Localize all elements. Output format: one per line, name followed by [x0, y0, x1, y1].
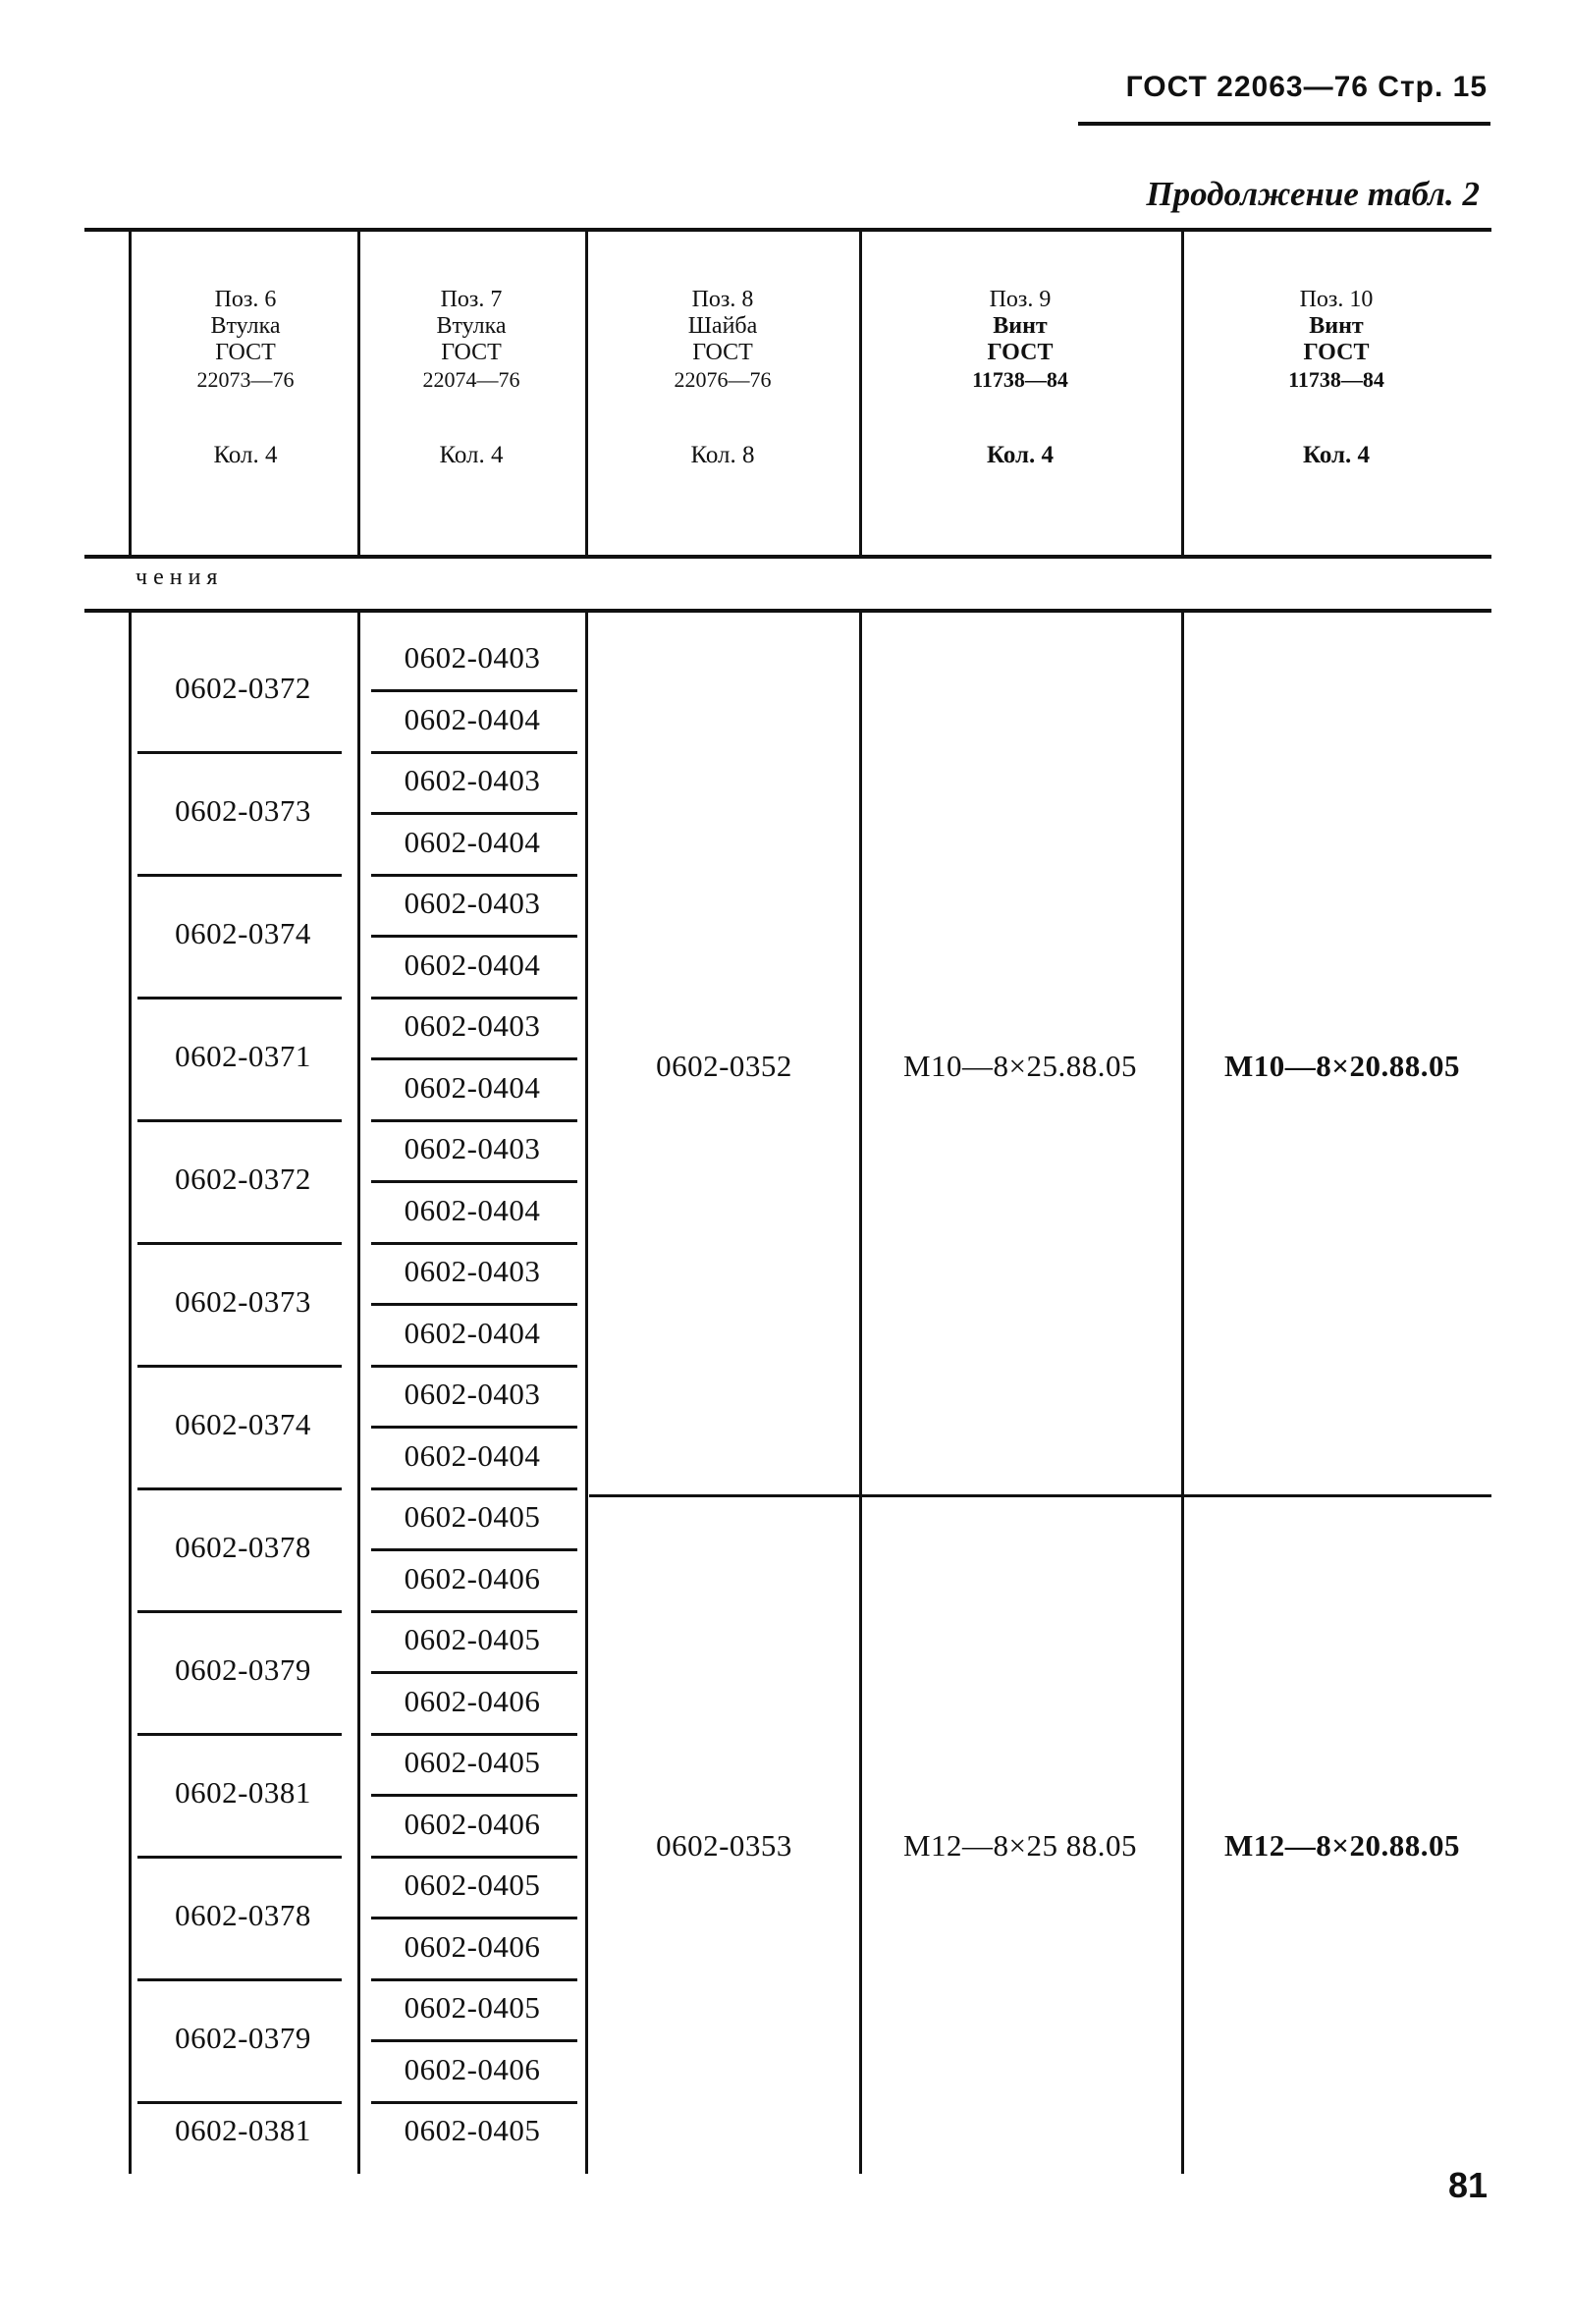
pos6-cell: 0602-0378	[175, 1530, 311, 1565]
pos7-row-rule	[371, 1303, 577, 1306]
screw10-cell: M12—8×20.88.05	[1224, 1828, 1460, 1863]
column-header-pos: Поз. 7	[440, 287, 503, 312]
section-bottom-rule	[84, 609, 1491, 613]
body-col-divider	[129, 613, 132, 2174]
page-number: 81	[1447, 2165, 1488, 2205]
column-header-pos: Поз. 9	[989, 287, 1052, 312]
pos7-row-rule	[371, 2039, 577, 2042]
section-label: чения	[135, 565, 224, 590]
table-continuation-caption: Продолжение табл. 2	[1146, 175, 1480, 213]
pos7-cell: 0602-0404	[404, 1315, 541, 1350]
screw9-cell: M10—8×25.88.05	[902, 1049, 1138, 1083]
pos7-row-rule	[371, 1487, 577, 1490]
column-header-pos: Поз. 6	[214, 287, 277, 312]
column-header-6	[137, 287, 353, 393]
pos7-row-rule	[371, 1426, 577, 1429]
column-header-name: Втулка	[210, 313, 281, 339]
pos6-cell: 0602-0374	[175, 1407, 311, 1442]
pos7-cell: 0602-0406	[404, 1928, 541, 1964]
pos6-cell: 0602-0373	[175, 793, 311, 829]
pos7-row-rule	[371, 1733, 577, 1736]
pos7-cell: 0602-0403	[404, 1377, 541, 1411]
pos6-row-rule	[137, 1242, 342, 1245]
pos7-cell: 0602-0406	[404, 1683, 541, 1718]
pos6-cell: 0602-0373	[175, 1284, 311, 1320]
pos6-cell: 0602-0372	[175, 671, 311, 706]
header-bottom-rule	[84, 555, 1491, 559]
column-quantity: Кол. 4	[213, 442, 278, 468]
pos7-row-rule	[371, 1610, 577, 1613]
pos7-cell: 0602-0404	[404, 946, 541, 982]
pos6-row-rule	[137, 1978, 342, 1981]
pos7-row-rule	[371, 1794, 577, 1797]
pos7-cell: 0602-0403	[404, 1008, 541, 1043]
column-header-10	[1228, 287, 1444, 393]
pos7-cell: 0602-0404	[404, 701, 541, 736]
pos7-cell: 0602-0403	[404, 1254, 541, 1288]
pos7-row-rule	[371, 874, 577, 877]
pos6-row-rule	[137, 1856, 342, 1859]
pos7-cell: 0602-0404	[404, 1437, 541, 1473]
column-quantity: Кол. 4	[439, 442, 504, 468]
screw10-cell: M10—8×20.88.05	[1224, 1049, 1460, 1083]
body-col-divider	[585, 613, 588, 2174]
header-col-divider	[1181, 232, 1184, 555]
column-header-name: Винт	[1309, 313, 1364, 339]
pos6-cell: 0602-0378	[175, 1898, 311, 1933]
column-quantity: Кол. 4	[986, 442, 1055, 468]
pos7-row-rule	[371, 1917, 577, 1919]
pos6-row-rule	[137, 874, 342, 877]
pos7-row-rule	[371, 1180, 577, 1183]
pos6-row-rule	[137, 1119, 342, 1122]
header-col-divider	[859, 232, 862, 555]
pos6-cell: 0602-0381	[175, 2113, 311, 2147]
group-divider-rule	[589, 1494, 1491, 1497]
pos6-row-rule	[137, 1365, 342, 1368]
body-col-divider	[357, 613, 360, 2174]
pos7-row-rule	[371, 1057, 577, 1060]
column-header-num: 11738—84	[972, 367, 1068, 392]
column-header-num: 22073—76	[196, 367, 295, 392]
body-col-divider	[1181, 613, 1184, 2174]
pos7-cell: 0602-0405	[404, 1867, 541, 1902]
column-header-7	[363, 287, 579, 393]
column-header-std: ГОСТ	[215, 340, 276, 365]
column-header-num: 22076—76	[674, 367, 772, 392]
column-header-8	[615, 287, 831, 393]
pos7-cell: 0602-0406	[404, 2051, 541, 2086]
pos7-cell: 0602-0405	[404, 1499, 541, 1534]
pos6-cell: 0602-0379	[175, 1652, 311, 1688]
pos7-row-rule	[371, 997, 577, 1000]
column-header-std: ГОСТ	[1303, 340, 1370, 365]
pos6-row-rule	[137, 997, 342, 1000]
pos6-row-rule	[137, 1610, 342, 1613]
column-quantity: Кол. 4	[1302, 442, 1371, 468]
pos6-cell: 0602-0381	[175, 1775, 311, 1811]
column-header-name: Шайба	[687, 313, 758, 339]
pos7-row-rule	[371, 1856, 577, 1859]
column-header-num: 22074—76	[422, 367, 520, 392]
pos7-row-rule	[371, 689, 577, 692]
pos7-cell: 0602-0406	[404, 1806, 541, 1841]
column-header-std: ГОСТ	[692, 340, 753, 365]
washer-cell: 0602-0353	[656, 1828, 792, 1863]
pos7-row-rule	[371, 1242, 577, 1245]
column-header-name: Винт	[993, 313, 1048, 339]
pos7-row-rule	[371, 1119, 577, 1122]
pos7-row-rule	[371, 2101, 577, 2104]
column-header-pos: Поз. 8	[691, 287, 754, 312]
column-header-num: 11738—84	[1288, 367, 1384, 392]
pos7-row-rule	[371, 1365, 577, 1368]
pos7-row-rule	[371, 935, 577, 938]
washer-cell: 0602-0352	[656, 1049, 792, 1083]
column-header-std: ГОСТ	[441, 340, 502, 365]
pos6-cell: 0602-0374	[175, 916, 311, 951]
pos7-row-rule	[371, 751, 577, 754]
header-underline	[1078, 122, 1490, 126]
header-col-divider	[129, 232, 132, 555]
pos6-row-rule	[137, 751, 342, 754]
pos7-cell: 0602-0405	[404, 1745, 541, 1779]
pos7-cell: 0602-0403	[404, 886, 541, 920]
pos7-cell: 0602-0405	[404, 1622, 541, 1656]
body-col-divider	[859, 613, 862, 2174]
table-top-rule	[84, 228, 1491, 232]
pos7-cell: 0602-0403	[404, 763, 541, 797]
pos7-row-rule	[371, 812, 577, 815]
pos7-row-rule	[371, 1548, 577, 1551]
pos7-cell: 0602-0404	[404, 824, 541, 859]
column-header-name: Втулка	[436, 313, 507, 339]
pos6-row-rule	[137, 1733, 342, 1736]
column-header-9	[912, 287, 1128, 393]
column-quantity: Кол. 8	[690, 442, 755, 468]
pos7-row-rule	[371, 1671, 577, 1674]
pos7-row-rule	[371, 1978, 577, 1981]
pos6-row-rule	[137, 1487, 342, 1490]
pos7-cell: 0602-0403	[404, 640, 541, 675]
pos6-row-rule	[137, 2101, 342, 2104]
pos7-cell: 0602-0404	[404, 1069, 541, 1105]
column-header-std: ГОСТ	[987, 340, 1054, 365]
header-col-divider	[357, 232, 360, 555]
pos7-cell: 0602-0406	[404, 1560, 541, 1595]
column-header-pos: Поз. 10	[1299, 287, 1374, 312]
pos7-cell: 0602-0405	[404, 1990, 541, 2025]
page-header-title: ГОСТ 22063—76 Стр. 15	[1125, 71, 1488, 103]
pos6-cell: 0602-0379	[175, 2021, 311, 2056]
pos7-cell: 0602-0403	[404, 1131, 541, 1165]
pos7-cell: 0602-0405	[404, 2113, 541, 2147]
header-col-divider	[585, 232, 588, 555]
pos6-cell: 0602-0371	[175, 1039, 311, 1074]
pos7-cell: 0602-0404	[404, 1192, 541, 1227]
pos6-cell: 0602-0372	[175, 1162, 311, 1197]
screw9-cell: M12—8×25 88.05	[902, 1828, 1138, 1863]
